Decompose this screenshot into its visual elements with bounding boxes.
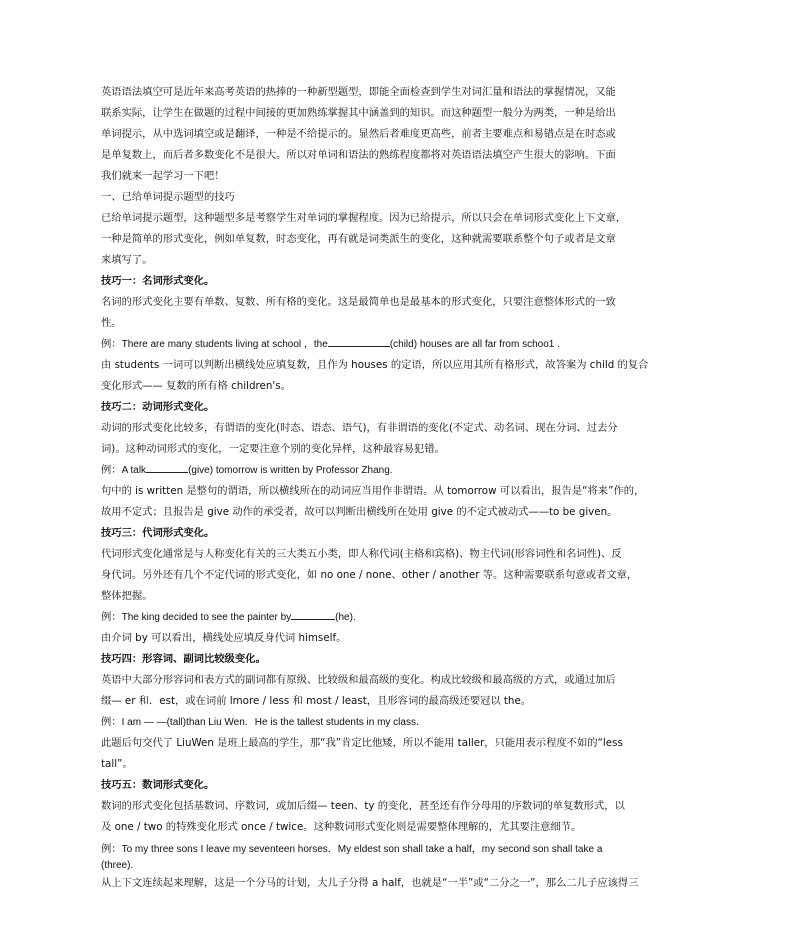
tip2-heading: 技巧二：动词形式变化。 [101,401,215,413]
tip1-heading: 技巧一：名词形式变化。 [101,275,215,287]
tip3-desc-line: 身代词。另外还有几个不定代词的形式变化，如 no one / none、other / another 等。这种需要联系句意或者文章， [101,569,638,581]
section-desc-line: 来填写了。 [101,254,153,266]
tip3-desc-line: 整体把握。 [101,590,153,602]
example-text-a: There are many students living at school ，the [121,339,328,350]
example-text-a: A talk [121,465,147,476]
example-prefix: 例： [101,464,122,476]
intro-line: 单词提示，从中选词填空或是翻译，一种是不给提示的。显然后者难度更高些，前者主要难点和易错点是在时态或 [101,128,616,140]
example-prefix: 例： [101,338,122,350]
tip2-explanation-line: 故用不定式；且报告是 give 动作的承受者，故可以判断出横线所在处用 give 的不定式被动式——to be given。 [101,506,618,518]
tip1-example [101,334,701,355]
tip3-heading: 技巧三：代词形式变化。 [101,527,215,539]
example-prefix: 例： [101,611,122,623]
tip3-example [101,607,701,628]
tip2-desc-line: 词)。这种动词形式的变化，一定要注意个别的变化异样，这种最容易犯错。 [101,443,445,455]
article-body [101,82,701,894]
tip4-desc-line: 英语中大部分形容词和表方式的副词都有原级、比较级和最高级的变化。构成比较级和最高级的方式，或通过加后 [101,674,616,686]
tip1-explanation-line: 变化形式—— 复数的所有格 children's。 [101,380,291,392]
tip1-desc-line: 性。 [101,317,122,329]
example-text-line: To my three sons I leave my seventeen horses．My eldest son shall take a half，my second son shall take a [121,844,603,855]
tip3-desc-line: 代词形式变化通常是与人称变化有关的三大类五小类，即人称代词(主格和宾格)、物主代词(形容词性和名词性)、反 [101,548,622,560]
tip5-example-continuation: (three). [101,860,134,871]
intro-line: 是单复数上，而后者多数变化不是很大。所以对单词和语法的熟练程度都将对英语语法填空产生很大的影响。下面 [101,149,616,161]
tip2-desc-line: 动词的形式变化比较多，有谓语的变化(时态、语态、语气)，有非谓语的变化(不定式、动名词、现在分词、过去分 [101,422,618,434]
section-title: 一、已给单词提示题型的技巧 [101,191,235,203]
intro-line: 联系实际，让学生在做题的过程中间接的更加熟练掌握其中涵盖到的知识。而这种题型一般分为两类，一种是给出 [101,107,616,119]
section-desc-line: 一种是简单的形式变化，例如单复数，时态变化，再有就是词类派生的变化，这种就需要联系整个句子或者是文章 [101,233,616,245]
tip4-desc-line: 缀— er 和．est，或在词前 lmore / less 和 most / least，且形容词的最高级还要冠以 the。 [101,695,532,707]
fill-blank [291,608,335,620]
intro-line: 我们就来一起学习一下吧！ [101,170,225,182]
fill-blank [328,335,390,347]
tip5-explanation-line: 从上下文连续起来理解，这是一个分马的计划，大儿子分得 a half，也就是“一半”或“二分之一”，那么二儿子应该得三 [101,877,639,889]
tip4-explanation-line: 此题后句交代了 LiuWen 是班上最高的学生，那“我”肯定比他矮，所以不能用 taller，只能用表示程度不如的“less [101,737,623,749]
tip4-example [101,712,701,733]
example-text-a: The king decided to see the painter by [121,612,292,623]
tip2-example [101,460,701,481]
example-text-b: (child) houses are all far from schoo1 . [389,339,560,350]
example-text: I am — —(tall)than Liu Wen．He is the tallest students in my class． [121,717,426,728]
example-text-b: (give) tomorrow is written by Professor Zhang. [188,465,393,476]
example-prefix: 例： [101,843,122,855]
example-prefix: 例： [101,716,122,728]
tip5-desc-line: 及 one / two 的特殊变化形式 once / twice。这种数词形式变化则是需要整体理解的，尤其要注意细节。 [101,821,582,833]
section-desc-line: 已给单词提示题型，这种题型多是考察学生对单词的掌握程度。因为已给提示，所以只会在单词形式变化上下文章， [101,212,627,224]
tip5-desc-line: 数词的形式变化包括基数词、序数词，或加后缀— teen、ty 的变化，甚至还有作分母用的序数词的单复数形式，以 [101,800,625,812]
intro-line: 英语语法填空可是近年来高考英语的热捧的一种新型题型，即能全面检查到学生对词汇量和语法的掌握情况，又能 [101,86,616,98]
tip3-explanation-line: 由介词 by 可以看出，横线处应填反身代词 himself。 [101,632,347,644]
fill-blank [146,461,188,473]
tip1-desc-line: 名词的形式变化主要有单数、复数、所有格的变化。这是最简单也是最基本的形式变化，只要注意整体形式的一致 [101,296,616,308]
tip1-explanation-line: 由 students 一词可以判断出横线处应填复数，且作为 houses 的定语，所以应用其所有格形式，故答案为 child 的复合 [101,359,649,371]
tip4-heading: 技巧四：形容词、副词比较级变化。 [101,653,266,665]
example-text-b: (he). [335,612,356,623]
tip5-heading: 技巧五：数词形式变化。 [101,779,215,791]
tip5-example [101,838,701,858]
tip2-explanation-line: 句中的 is written 是整句的谓语，所以横线所在的动词应当用作非谓语。从 tomorrow 可以看出，报告是“将来”作的， [101,485,645,497]
tip4-explanation-line: tall”。 [101,758,133,770]
